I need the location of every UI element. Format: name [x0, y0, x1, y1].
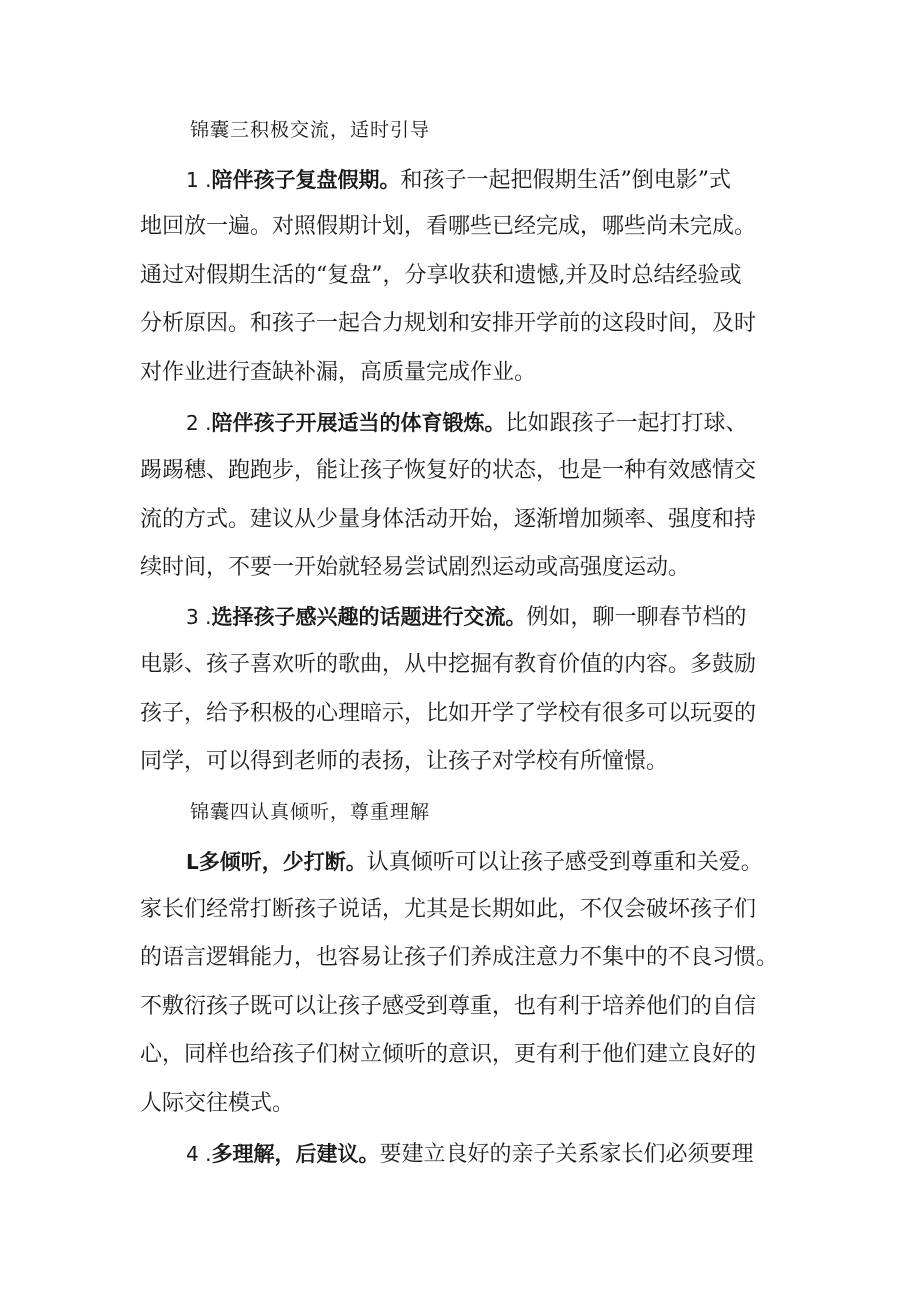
item-1-line: 对作业进行查缺补漏，高质量完成作业。 [140, 360, 537, 385]
item-2-first-line [186, 403, 920, 443]
item-4-line: 心，同样也给孩子们树立倾听的意识，更有利于他们建立良好的 [140, 1042, 757, 1067]
item-1-line: 分析原因。和孩子一起合力规划和安排开学前的这段时间，及时 [140, 311, 757, 336]
item-2-line: 踢踢穗、跑跑步，能让孩子恢复好的状态，也是一种有效感情交 [140, 458, 757, 483]
item-3-text: 例如，聊一聊春节档的 [526, 605, 747, 630]
item-5-text: 要建立良好的亲子关系家长们必须要理 [379, 1142, 754, 1167]
item-2-line: 流的方式。建议从少量身体活动开始，逐渐增加频率、强度和持 [140, 507, 757, 532]
item-4-lead: 多倾听，少打断。 [198, 850, 367, 874]
item-4-line: 不敷衍孩子既可以让孩子感受到尊重，也有利于培养他们的自信 [140, 994, 757, 1019]
item-4-text: 认真倾听可以让孩子感受到尊重和关爱。 [366, 850, 763, 875]
item-4-number: L [186, 850, 199, 874]
item-4-first-line [186, 842, 920, 882]
item-4-line: 人际交往模式。 [140, 1091, 295, 1116]
item-1-text: 和孩子一起把假期生活”倒电影”式 [400, 168, 731, 193]
item-3-lead: 选择孩子感兴趣的话题进行交流。 [211, 605, 527, 629]
item-5-first-line [186, 1134, 920, 1174]
item-3-first-line [186, 597, 920, 637]
item-1-number: 1 . [186, 168, 212, 192]
item-1-lead: 陪伴孩子复盘假期。 [211, 168, 401, 192]
item-1-first-line [186, 160, 920, 200]
item-2-text: 比如跟孩子一起打打球、 [505, 411, 748, 436]
item-5-lead: 多理解，后建议。 [211, 1142, 380, 1166]
item-3-number: 3 . [186, 605, 212, 629]
item-2-line: 续时间，不要一开始就轻易尝试剧烈运动或高强度运动。 [140, 555, 691, 580]
item-3-line: 同学，可以得到老师的表扬，让孩子对学校有所憧憬。 [140, 749, 669, 774]
item-2-lead: 陪伴孩子开展适当的体育锻炼。 [211, 411, 506, 435]
item-4-line: 的语言逻辑能力，也容易让孩子们养成注意力不集中的不良习惯。 [140, 945, 779, 970]
item-1-line: 通过对假期生活的“复盘”，分享收获和遗憾,并及时总结经验或 [140, 263, 742, 288]
item-3-line: 孩子，给予积极的心理暗示，比如开学了学校有很多可以玩耍的 [140, 701, 757, 726]
item-3-line: 电影、孩子喜欢听的歌曲，从中挖掘有教育价值的内容。多鼓励 [140, 652, 757, 677]
item-1-line: 地回放一遍。对照假期计划，看哪些已经完成，哪些尚未完成。 [140, 214, 757, 239]
item-2-number: 2 . [186, 411, 212, 435]
item-4-line: 家长们经常打断孩子说话，尤其是长期如此，不仅会破坏孩子们 [140, 897, 757, 922]
item-5-number: 4 . [186, 1142, 212, 1166]
section-heading-3: 锦囊三积极交流，适时引导 [190, 119, 431, 141]
section-heading-4: 锦囊四认真倾听，尊重理解 [190, 801, 431, 823]
